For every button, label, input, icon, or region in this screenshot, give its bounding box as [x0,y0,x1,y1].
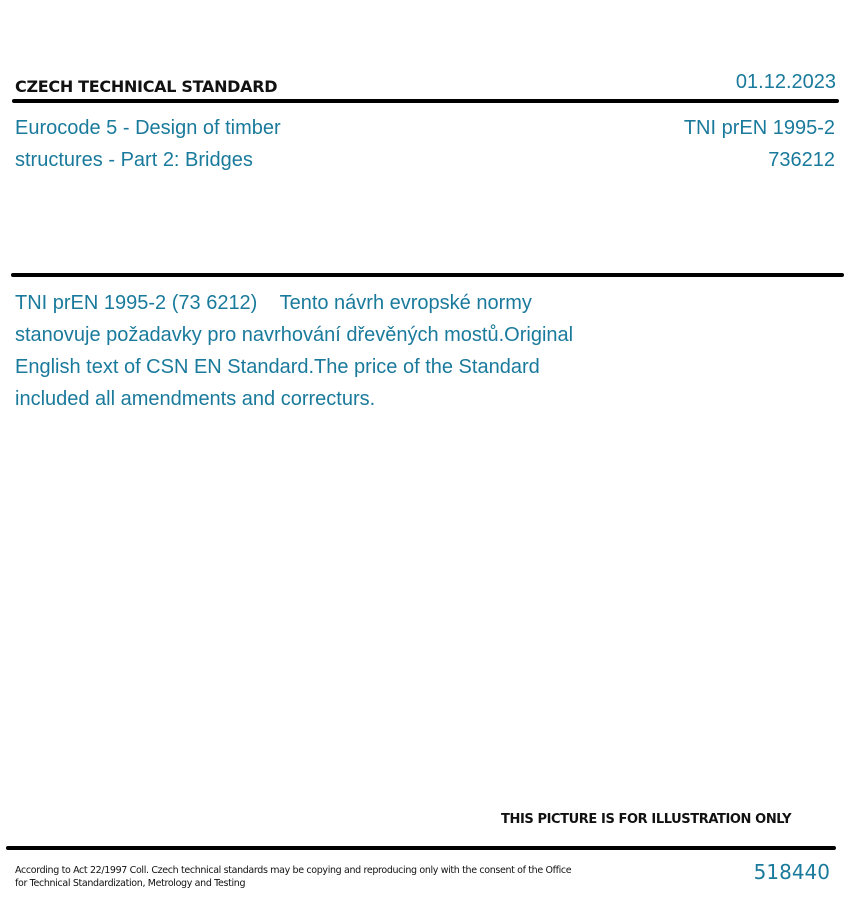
title-divider [11,273,844,277]
illustration-notice: THIS PICTURE IS FOR ILLUSTRATION ONLY [501,812,792,827]
header-divider [12,99,839,103]
standard-title-line-2: structures - Part 2: Bridges [15,149,253,171]
product-number: 518440 [753,860,830,884]
description-line: included all amendments and correcturs. [15,388,376,410]
document-type-label: CZECH TECHNICAL STANDARD [15,77,278,96]
footer-divider [6,846,836,850]
description-line: TNI prEN 1995-2 (73 6212) Tento návrh evropské normy [15,292,532,314]
standard-title-line-1: Eurocode 5 - Design of timber [15,117,281,139]
standard-description [15,287,635,415]
legal-notice-line: According to Act 22/1997 Coll. Czech technical standards may be copying and reproducing only with the consent of the Office [15,865,572,876]
publication-date: 01.12.2023 [735,71,836,93]
standard-class-number: 736212 [768,149,835,171]
description-line: stanovuje požadavky pro navrhování dřevěných mostů.Original [15,324,574,346]
standard-designation: TNI prEN 1995-2 [683,117,835,139]
description-line: English text of CSN EN Standard.The price of the Standard [15,356,540,378]
legal-notice [15,864,595,890]
legal-notice-line: for Technical Standardization, Metrology and Testing [15,878,246,889]
